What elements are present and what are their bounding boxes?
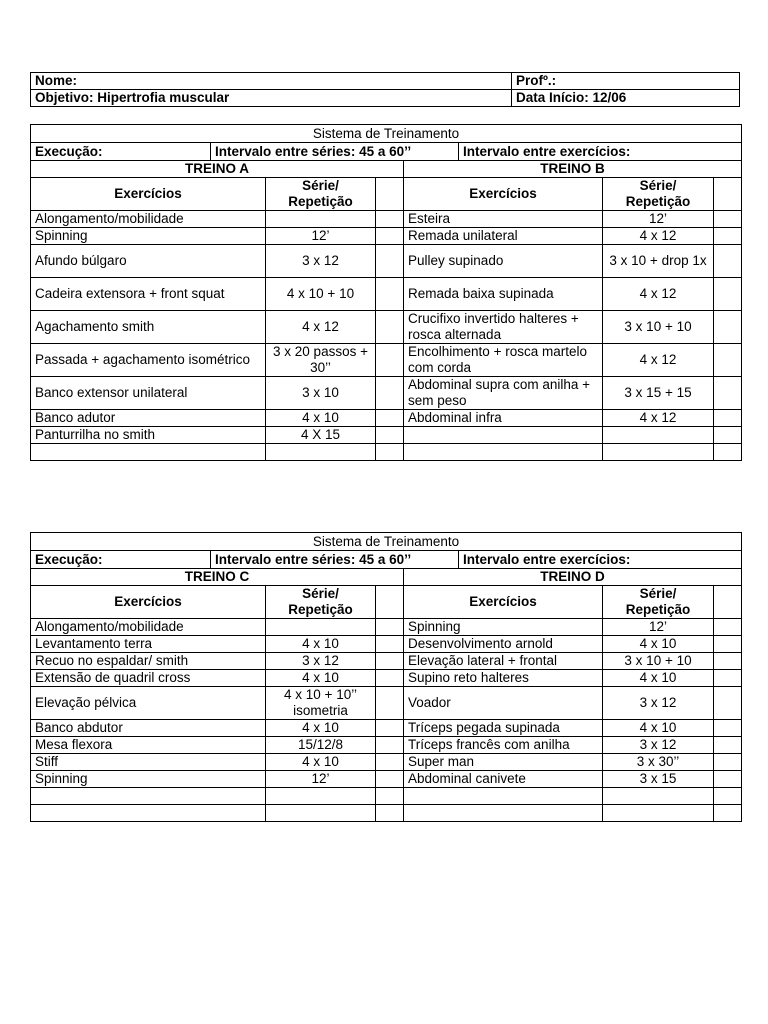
series-right: 4 x 12 — [603, 344, 714, 377]
blank-left — [376, 228, 404, 245]
table-row — [31, 211, 742, 228]
treino-right-title: TREINO B — [404, 161, 742, 178]
table-row — [31, 344, 742, 377]
table-row — [31, 788, 742, 805]
series-left — [266, 619, 376, 636]
exercise-left: Stiff — [31, 754, 266, 771]
exercise-left — [31, 444, 266, 461]
prof-field: Profº.: — [512, 73, 740, 90]
blank-right — [714, 636, 742, 653]
blank-right — [714, 720, 742, 737]
exercise-table — [30, 160, 742, 461]
blank-left — [376, 636, 404, 653]
blank-left — [376, 311, 404, 344]
series-right — [603, 788, 714, 805]
exercise-table — [30, 568, 742, 822]
table-row — [31, 311, 742, 344]
table-row — [31, 653, 742, 670]
exercise-left: Banco abdutor — [31, 720, 266, 737]
exercise-left: Spinning — [31, 228, 266, 245]
blank-left — [376, 754, 404, 771]
table-row — [31, 771, 742, 788]
series-right: 4 x 12 — [603, 410, 714, 427]
table-row — [31, 737, 742, 754]
blank-left — [376, 427, 404, 444]
series-left — [266, 805, 376, 822]
series-left — [266, 211, 376, 228]
blank-left — [376, 670, 404, 687]
exercise-right: Pulley supinado — [404, 245, 603, 278]
blank-left — [376, 653, 404, 670]
exercise-left: Afundo búlgaro — [31, 245, 266, 278]
table-row — [31, 410, 742, 427]
blank-right — [714, 788, 742, 805]
objetivo-field: Objetivo: Hipertrofia muscular — [31, 90, 512, 107]
blank-right — [714, 311, 742, 344]
nome-field: Nome: — [31, 73, 512, 90]
exercise-left — [31, 805, 266, 822]
series-left: 4 x 10 + 10 — [266, 278, 376, 311]
intervalo-series-label: Intervalo entre séries: 45 a 60’’ — [211, 143, 459, 161]
exercise-left: Spinning — [31, 771, 266, 788]
blank-left — [376, 788, 404, 805]
col-exercicios-header: Exercícios — [31, 178, 266, 211]
blank-right — [714, 427, 742, 444]
col-exercicios-header: Exercícios — [31, 586, 266, 619]
series-left — [266, 788, 376, 805]
intervalo-exercicios-label: Intervalo entre exercícios: — [459, 551, 742, 569]
blank-left — [376, 687, 404, 720]
col-serie-header: Série/ Repetição — [603, 178, 714, 211]
series-right — [603, 427, 714, 444]
blank-right — [714, 211, 742, 228]
exercise-left: Cadeira extensora + front squat — [31, 278, 266, 311]
col-blank-header — [714, 586, 742, 619]
series-right: 3 x 10 + drop 1x — [603, 245, 714, 278]
series-left: 3 x 12 — [266, 653, 376, 670]
exercise-right: Remada unilateral — [404, 228, 603, 245]
exercise-right: Remada baixa supinada — [404, 278, 603, 311]
training-section-1 — [30, 124, 741, 461]
series-right: 3 x 12 — [603, 737, 714, 754]
table-row — [31, 805, 742, 822]
blank-left — [376, 737, 404, 754]
exercise-right: Abdominal infra — [404, 410, 603, 427]
series-right: 3 x 30’’ — [603, 754, 714, 771]
section-meta-table — [30, 124, 742, 161]
exercise-right — [404, 444, 603, 461]
blank-left — [376, 619, 404, 636]
table-row — [31, 754, 742, 771]
blank-right — [714, 754, 742, 771]
blank-right — [714, 737, 742, 754]
series-left: 3 x 20 passos + 30’’ — [266, 344, 376, 377]
series-right: 3 x 15 + 15 — [603, 377, 714, 410]
series-right: 3 x 10 + 10 — [603, 311, 714, 344]
exercise-right: Tríceps pegada supinada — [404, 720, 603, 737]
series-right: 12’ — [603, 211, 714, 228]
series-left: 4 x 10 — [266, 754, 376, 771]
series-left: 4 X 15 — [266, 427, 376, 444]
blank-left — [376, 444, 404, 461]
exercise-left — [31, 788, 266, 805]
blank-right — [714, 444, 742, 461]
table-row — [31, 444, 742, 461]
treino-right-title: TREINO D — [404, 569, 742, 586]
series-left: 4 x 10 — [266, 670, 376, 687]
blank-right — [714, 619, 742, 636]
series-left: 12’ — [266, 771, 376, 788]
table-row — [31, 228, 742, 245]
table-row — [31, 245, 742, 278]
col-blank-header — [376, 178, 404, 211]
section-title: Sistema de Treinamento — [31, 125, 742, 143]
header-table — [30, 72, 740, 107]
exercise-left: Recuo no espaldar/ smith — [31, 653, 266, 670]
exercise-left: Agachamento smith — [31, 311, 266, 344]
series-left: 4 x 12 — [266, 311, 376, 344]
col-exercicios-header: Exercícios — [404, 178, 603, 211]
blank-right — [714, 245, 742, 278]
series-right: 4 x 10 — [603, 636, 714, 653]
blank-left — [376, 278, 404, 311]
intervalo-series-label: Intervalo entre séries: 45 a 60’’ — [211, 551, 459, 569]
exercise-left: Levantamento terra — [31, 636, 266, 653]
table-row — [31, 636, 742, 653]
exercise-right: Elevação lateral + frontal — [404, 653, 603, 670]
training-section-2 — [30, 532, 741, 822]
table-row — [31, 619, 742, 636]
series-right: 3 x 15 — [603, 771, 714, 788]
table-row — [31, 278, 742, 311]
col-serie-header: Série/ Repetição — [266, 178, 376, 211]
exercise-left: Banco extensor unilateral — [31, 377, 266, 410]
blank-right — [714, 805, 742, 822]
treino-left-title: TREINO C — [31, 569, 404, 586]
series-left — [266, 444, 376, 461]
execucao-label: Execução: — [31, 551, 211, 569]
col-exercicios-header: Exercícios — [404, 586, 603, 619]
exercise-left: Alongamento/mobilidade — [31, 619, 266, 636]
series-left: 4 x 10 + 10’’ isometria — [266, 687, 376, 720]
blank-left — [376, 245, 404, 278]
series-left: 3 x 12 — [266, 245, 376, 278]
blank-left — [376, 211, 404, 228]
blank-right — [714, 670, 742, 687]
series-right: 3 x 10 + 10 — [603, 653, 714, 670]
blank-left — [376, 410, 404, 427]
intervalo-exercicios-label: Intervalo entre exercícios: — [459, 143, 742, 161]
exercise-right: Esteira — [404, 211, 603, 228]
series-left: 3 x 10 — [266, 377, 376, 410]
col-serie-header: Série/ Repetição — [603, 586, 714, 619]
exercise-left: Elevação pélvica — [31, 687, 266, 720]
exercise-right: Spinning — [404, 619, 603, 636]
exercise-right: Crucifixo invertido halteres + rosca alternada — [404, 311, 603, 344]
exercise-left: Extensão de quadril cross — [31, 670, 266, 687]
blank-right — [714, 653, 742, 670]
exercise-right — [404, 427, 603, 444]
exercise-right: Super man — [404, 754, 603, 771]
col-blank-header — [376, 586, 404, 619]
data-inicio-field: Data Início: 12/06 — [512, 90, 740, 107]
exercise-left: Passada + agachamento isométrico — [31, 344, 266, 377]
table-row — [31, 687, 742, 720]
exercise-right: Voador — [404, 687, 603, 720]
exercise-right: Abdominal supra com anilha + sem peso — [404, 377, 603, 410]
blank-left — [376, 377, 404, 410]
blank-right — [714, 344, 742, 377]
blank-right — [714, 228, 742, 245]
section-title: Sistema de Treinamento — [31, 533, 742, 551]
blank-left — [376, 805, 404, 822]
series-left: 15/12/8 — [266, 737, 376, 754]
exercise-right: Encolhimento + rosca martelo com corda — [404, 344, 603, 377]
series-right: 12’ — [603, 619, 714, 636]
exercise-right — [404, 805, 603, 822]
blank-left — [376, 771, 404, 788]
series-right — [603, 805, 714, 822]
series-left: 4 x 10 — [266, 720, 376, 737]
col-serie-header: Série/ Repetição — [266, 586, 376, 619]
series-left: 12’ — [266, 228, 376, 245]
series-right: 4 x 12 — [603, 278, 714, 311]
table-row — [31, 377, 742, 410]
blank-right — [714, 278, 742, 311]
blank-right — [714, 771, 742, 788]
exercise-right: Tríceps francês com anilha — [404, 737, 603, 754]
blank-left — [376, 720, 404, 737]
exercise-left: Panturrilha no smith — [31, 427, 266, 444]
exercise-right: Desenvolvimento arnold — [404, 636, 603, 653]
col-blank-header — [714, 178, 742, 211]
series-right: 4 x 12 — [603, 228, 714, 245]
exercise-right: Supino reto halteres — [404, 670, 603, 687]
series-right: 4 x 10 — [603, 670, 714, 687]
series-right: 3 x 12 — [603, 687, 714, 720]
blank-right — [714, 410, 742, 427]
section-meta-table — [30, 532, 742, 569]
blank-left — [376, 344, 404, 377]
series-left: 4 x 10 — [266, 410, 376, 427]
blank-right — [714, 687, 742, 720]
blank-right — [714, 377, 742, 410]
treino-left-title: TREINO A — [31, 161, 404, 178]
execucao-label: Execução: — [31, 143, 211, 161]
exercise-left: Alongamento/mobilidade — [31, 211, 266, 228]
exercise-left: Mesa flexora — [31, 737, 266, 754]
series-right — [603, 444, 714, 461]
table-row — [31, 427, 742, 444]
exercise-right: Abdominal canivete — [404, 771, 603, 788]
table-row — [31, 720, 742, 737]
exercise-left: Banco adutor — [31, 410, 266, 427]
table-row — [31, 670, 742, 687]
series-right: 4 x 10 — [603, 720, 714, 737]
exercise-right — [404, 788, 603, 805]
series-left: 4 x 10 — [266, 636, 376, 653]
